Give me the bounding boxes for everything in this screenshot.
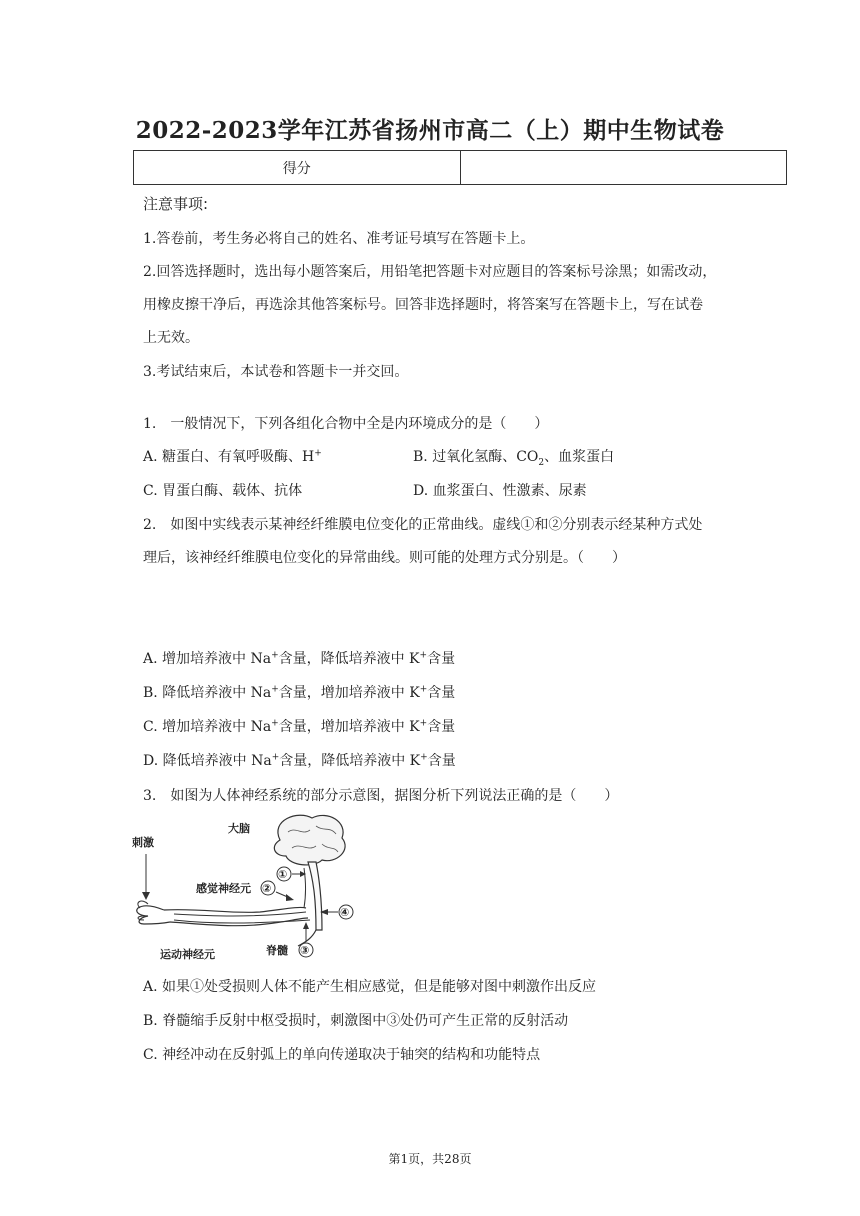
label-marker-3: ③ [300, 944, 310, 957]
option-text: B. 降低培养液中 Na [143, 685, 272, 701]
arm-upper [164, 907, 306, 912]
question-2-stem: 2. 如图中实线表示某神经纤维膜电位变化的正常曲线。虚线①和②分别表示经某种方式处 [143, 517, 703, 533]
question-2-option-d[interactable] [143, 750, 456, 770]
arrow-2-head [286, 894, 294, 901]
score-table [133, 150, 787, 185]
spinal-cord [308, 862, 322, 930]
question-2-stem: 理后，该神经纤维膜电位变化的异常曲线。则可能的处理方式分别是。（ ） [143, 550, 626, 566]
score-value[interactable] [460, 151, 787, 185]
question-1-option-b[interactable] [413, 446, 614, 468]
question-1-option-c[interactable]: C. 胃蛋白酶、载体、抗体 [143, 483, 303, 499]
label-marker-2: ② [262, 882, 272, 895]
option-text: C. 增加培养液中 Na [143, 719, 272, 735]
note-line: 3.考试结束后，本试卷和答题卡一并交回。 [143, 364, 409, 380]
question-3-option-c[interactable]: C. 神经冲动在反射弧上的单向传递取决于轴突的结构和功能特点 [143, 1047, 541, 1063]
note-line: 1.答卷前，考生务必将自己的姓名、准考证号填写在答题卡上。 [143, 231, 535, 247]
arrow-3-head [303, 922, 309, 929]
option-text: 含量 [427, 719, 456, 735]
label-motor-neuron: 运动神经元 [160, 948, 215, 961]
superscript: + [419, 718, 428, 729]
label-marker-4: ④ [340, 906, 350, 919]
page-footer: 第1页，共28页 [388, 1152, 472, 1166]
question-3-option-b[interactable]: B. 脊髓缩手反射中枢受损时，刺激图中③处仍可产生正常的反射活动 [143, 1013, 569, 1029]
note-line: 2.回答选择题时，选出每小题答案后，用铅笔把答题卡对应题目的答案标号涂黑；如需改动， [143, 264, 717, 280]
nervous-system-diagram [130, 812, 360, 964]
superscript: + [271, 684, 279, 695]
option-text: D. 降低培养液中 Na [143, 753, 272, 769]
superscript: + [314, 448, 322, 459]
superscript: + [271, 752, 280, 763]
option-text: B. 过氧化氢酶、CO [413, 449, 539, 465]
label-sensory-neuron: 感觉神经元 [196, 882, 251, 895]
note-line: 上无效。 [143, 330, 199, 346]
superscript: + [271, 718, 279, 729]
option-text: 含量，增加培养液中 K [278, 685, 420, 701]
superscript: + [271, 650, 279, 661]
option-text: 含量，增加培养液中 K [278, 719, 420, 735]
option-text: A. 糖蛋白、有氧呼吸酶、H [143, 449, 315, 465]
label-brain: 大脑 [228, 822, 250, 835]
brain-shape [274, 815, 345, 865]
question-3-option-a[interactable]: A. 如果①处受损则人体不能产生相应感觉，但是能够对图中刺激作出反应 [143, 979, 597, 995]
score-label: 得分 [134, 151, 461, 185]
option-text: 含量，降低培养液中 K [278, 651, 420, 667]
hand [137, 906, 170, 924]
option-text: A. 增加培养液中 Na [143, 651, 272, 667]
question-3-stem: 3. 如图为人体神经系统的部分示意图，据图分析下列说法正确的是（ ） [143, 788, 619, 804]
option-text: 含量 [427, 685, 456, 701]
question-2-option-a[interactable] [143, 648, 455, 668]
notes-heading: 注意事项: [143, 195, 209, 213]
note-line: 用橡皮擦干净后，再选涂其他答案标号。回答非选择题时，将答案写在答题卡上，写在试卷 [143, 297, 703, 313]
label-stimulus: 刺激 [132, 836, 154, 849]
option-text: 含量 [427, 651, 456, 667]
option-text: 、血浆蛋白 [544, 449, 615, 465]
superscript: + [420, 752, 428, 763]
option-text: 含量，降低培养液中 K [279, 753, 421, 769]
label-spinal-cord: 脊髓 [266, 944, 288, 957]
question-1-option-a[interactable] [143, 446, 322, 466]
superscript: + [419, 684, 428, 695]
subscript: 2 [538, 457, 545, 468]
label-marker-1: ① [278, 868, 288, 881]
question-1-option-d[interactable]: D. 血浆蛋白、性激素、尿素 [413, 483, 587, 499]
option-text: 含量 [427, 753, 456, 769]
question-2-option-b[interactable] [143, 682, 455, 702]
superscript: + [419, 650, 428, 661]
question-2-option-c[interactable] [143, 716, 455, 736]
stimulus-arrowhead [142, 892, 150, 900]
question-1-stem: 1. 一般情况下，下列各组化合物中全是内环境成分的是（ ） [143, 416, 549, 432]
page-title: 2022-2023学年江苏省扬州市高二（上）期中生物试卷 [135, 117, 725, 144]
